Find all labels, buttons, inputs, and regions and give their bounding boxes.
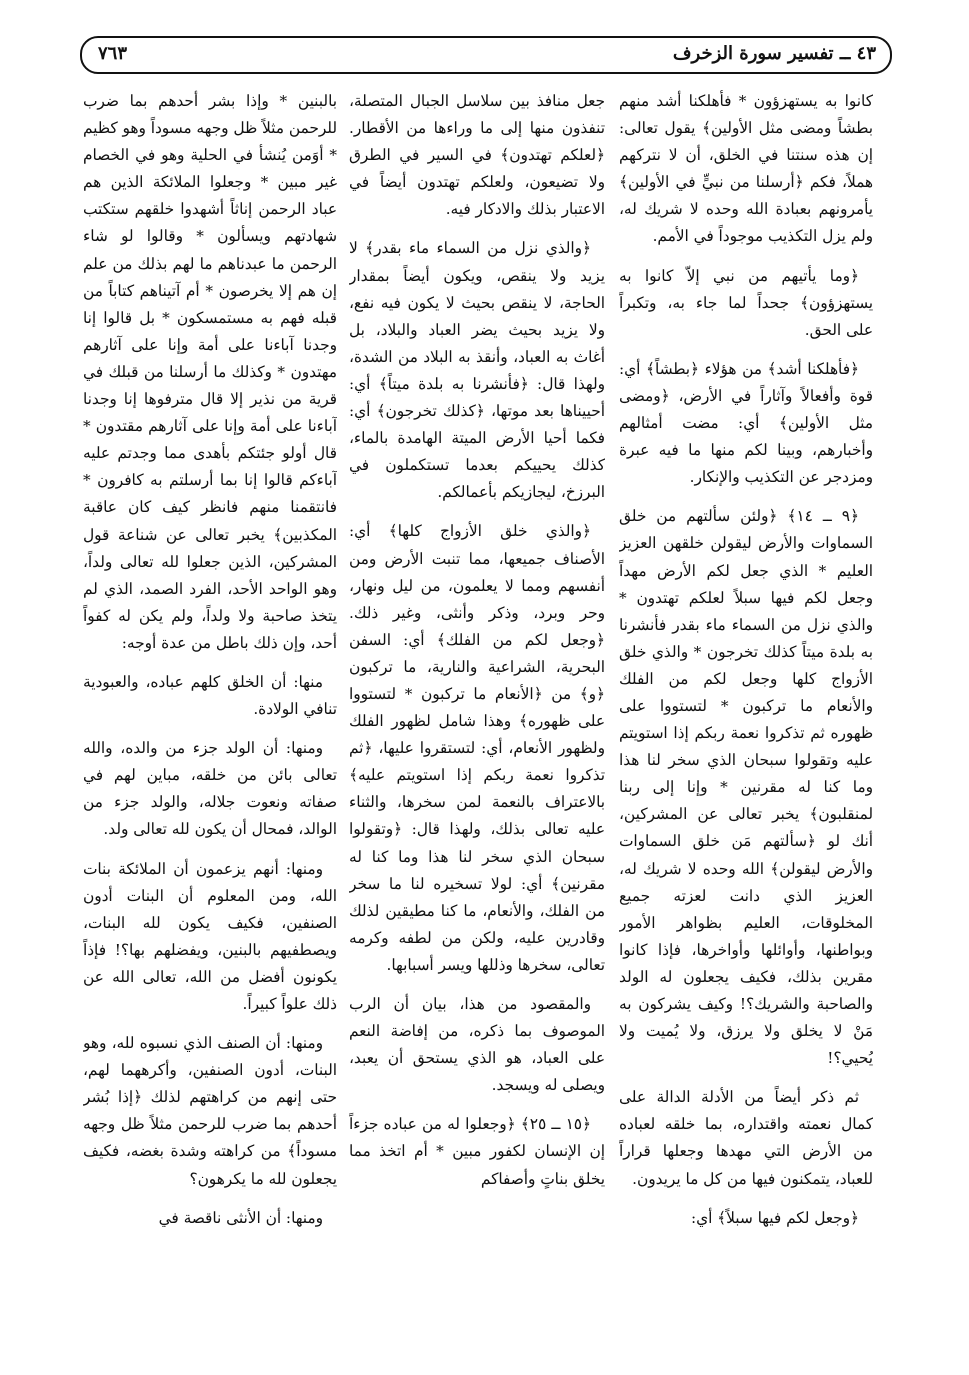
page-header — [80, 36, 892, 74]
column-right — [619, 88, 873, 1368]
paragraph: ﴿وجعل لكم فيها سبلاً﴾ أي: — [690, 1208, 859, 1227]
paragraph: ومنها: أن الأنثى ناقصة في — [158, 1208, 323, 1227]
paragraph: ﴿٩ ــ ١٤﴾ ﴿ولئن سألتهم من خلق السماوات والأرض ليقولن خلقهن العزيز العليم * الذي جعل لكم الأرض مهداً وجعل لكم فيها سبلاً لعلكم تهتدون * والذي نزل من السماء ماء بقدر فأنشرنا به بلدة ميتاً كذلك تخرجون * والذي خلق الأزواج كلها وجعل لكم من الفلك والأنعام ما تركبون * لتستووا على ظهوره ثم تذكروا نعمة ربكم إذا استويتم عليه وتقولوا سبحان الذي سخر لنا هذا وما كنا له مقرنين * وإنا إلى ربنا لمنقلبون﴾ يخبر تعالى عن المشركين، أنك لو ﴿سألتهم مَن خلق السماوات والأرض ليقولن﴾ الله وحده لا شريك له، العزيز الذي دانت لعزته جميع المخلوقات، العليم بظواهر الأمور وبواطنها، وأوائلها وأواخرها، فإذا كانوا مقرين بذلك، فكيف يجعلون له الولد والصاحبة والشريك؟! وكيف يشركون به مَنْ لا يخلق ولا يرزق، ولا يُميت ولا يُحيي؟! — [619, 507, 873, 1068]
column-left — [83, 88, 337, 1368]
paragraph: ﴿١٥ ــ ٢٥﴾ ﴿وجعلوا له من عباده جزءاً إن الإنسان لكفور مبين * أم اتخذ مما يخلق بناتٍ وأصفاكم — [349, 1115, 605, 1188]
paragraph: ومنها: أن الولد جزء من والده، والله تعالى بائن من خلقه، مباين لهم في صفاته ونعوت جلاله، والولد جزء من الوالد، فمحال أن يكون لله تعالى ولد. — [83, 739, 337, 839]
paragraph: ﴿والذي خلق الأزواج كلها﴾ أي: الأصناف جميعها، مما تنبت الأرض ومن أنفسهم ومما لا يعلمون، من ليل ونهار، وحر وبرد، وذكر وأنثى، وغير ذلك. ﴿وجعل لكم من الفلك﴾ أي: السفن البحرية، الشراعية والنارية، ما تركبون ﴿و﴾ من ﴿الأنعام ما تركبون * لتستووا على ظهوره﴾ وهذا شامل لظهور الفلك ولظهور الأنعام، أي: لتستقروا عليها، ﴿ثم تذكروا نعمة ربكم إذا استويتم عليه﴾ بالاعتراف بالنعمة لمن سخرها، والثناء عليه تعالى بذلك، ولهذا قال: ﴿وتقولوا سبحان الذي سخر لنا هذا وما كنا له مقرنين﴾ أي: لولا تسخيره لنا ما سخر من الفلك، والأنعام، ما كنا مطيقين لذلك وقادرين عليه، ولكن من لطفه وكرمه تعالى، سخرها وذللها ويسر أسبابها. — [349, 522, 605, 974]
paragraph: ﴿وما يأتيهم من نبي إلاّ كانوا به يستهزؤون﴾ جحداً لما جاء به، وتكبراً على الحق. — [619, 266, 873, 339]
paragraph: كانوا به يستهزؤون * فأهلكنا أشد منهم بطشاً ومضى مثل الأولين﴾ يقول تعالى: إن هذه سنتنا في الخلق، أن لا نتركهم هملاً، فكم ﴿أرسلنا من نبيٍّ في الأولين﴾ يأمرونهم بعبادة الله وحده لا شريك له، ولم يزل التكذيب موجوداً في الأمم. — [619, 92, 873, 246]
paragraph: والمقصود من هذا، بيان أن الرب الموصوف بما ذكره، من إفاضة النعم على العباد، هو الذي يستحق أن يعبد، ويصلى له ويسجد. — [349, 995, 605, 1095]
column-middle — [349, 88, 605, 1368]
paragraph: جعل منافذ بين سلاسل الجبال المتصلة، تنفذون منها إلى ما وراءها من الأقطار. ﴿لعلكم تهتدون﴾ في السير في الطرق ولا تضيعون، ولعلكم تهتدون أيضاً في الاعتبار بذلك والادكار فيه. — [349, 92, 605, 219]
paragraph: ﴿فأهلكنا أشد﴾ من هؤلاء ﴿بطشاً﴾ أي: قوة وأفعالاً وآثاراً في الأرض، ﴿ومضى مثل الأولين﴾ أي: مضت أمثالهم وأخبارهم، وبينا لكم منها ما فيه عبرة ومزدجر عن التكذيب والإنكار. — [619, 359, 873, 487]
paragraph: منها: أن الخلق كلهم عباده، والعبودية تنافي الولادة. — [83, 672, 337, 719]
paragraph: ومنها: أنهم يزعمون أن الملائكة بنات الله، ومن المعلوم أن البنات أدون الصنفين، فكيف يكون لله البنات، ويصطفيهم بالبنين، ويفضلهم بها؟! فإذاً يكونون أفضل من الله، تعالى الله عن ذلك علواً كبيراً. — [83, 859, 337, 1013]
surah-title: ٤٣ ــ تفسير سورة الزخرف — [672, 43, 876, 64]
paragraph: ومنها: أن الصنف الذي نسبوه لله، وهو البنات، أدون الصنفين، وأكرههما لهم، حتى إنهم من كراهتهم لذلك ﴿إذا بُشر أحدهم بما ضرب للرحمن مثلاً ظل وجهه مسوداً﴾ من كراهته وشدة بغضه، فكيف يجعلون لله ما يكرهون؟ — [83, 1034, 337, 1188]
page-number: ٧٦٣ — [98, 43, 128, 64]
paragraph: ﴿والذي نزل من السماء ماء بقدر﴾ لا يزيد ولا ينقص، ويكون أيضاً بمقدار الحاجة، لا ينقص بحيث لا يكون فيه نفع، ولا يزيد بحيث يضر العباد والبلاد، بل أغاث به العباد، وأنقذ به البلاد من الشدة، ولهذا قال: ﴿فأنشرنا به بلدة ميتاً﴾ أي: أحييناها بعد موتها، ﴿كذلك تخرجون﴾ أي: فكما أحيا الأرض الميتة الهامدة بالماء، كذلك يحييكم بعدما تستكملون في البرزخ، ليجازيكم بأعمالكم. — [349, 239, 605, 502]
paragraph: بالبنين * وإذا بشر أحدهم بما ضرب للرحمن مثلاً ظل وجهه مسوداً وهو كظيم * أوَمن يُنشأ في الحلية وهو في الخصام غير مبين * وجعلوا الملائكة الذين هم عباد الرحمن إناثاً أشهدوا خلقهم ستكتب شهادتهم ويسألون * وقالوا لو شاء الرحمن ما عبدناهم ما لهم بذلك من علم إن هم إلا يخرصون * أم آتيناهم كتاباً من قبله فهم به مستمسكون * بل قالوا إنا وجدنا آباءنا على أمة وإنا على آثارهم مهتدون * وكذلك ما أرسلنا من قبلك في قرية من نذير إلا قال مترفوها إنا وجدنا آباءنا على أمة وإنا على آثارهم مقتدون * قال أولو جئتكم بأهدى مما وجدتم عليه آباءكم قالوا إنا بما أرسلتم به كافرون * فانتقمنا منهم فانظر كيف كان عاقبة المكذبين﴾ يخبر تعالى عن شناعة قول المشركين، الذين جعلوا لله تعالى ولداً، وهو الواحد الأحد، الفرد الصمد، الذي لم يتخذ صاحبة ولا ولداً، ولم يكن له كفواً أحد، وإن ذلك باطل من عدة أوجه: — [83, 92, 337, 652]
paragraph: ثم ذكر أيضاً من الأدلة الدالة على كمال نعمته واقتداره، بما خلقه لعباده من الأرض التي مهدها وجعلها قراراً للعباد، يتمكنون فيها من كل ما يريدون. — [619, 1088, 873, 1188]
